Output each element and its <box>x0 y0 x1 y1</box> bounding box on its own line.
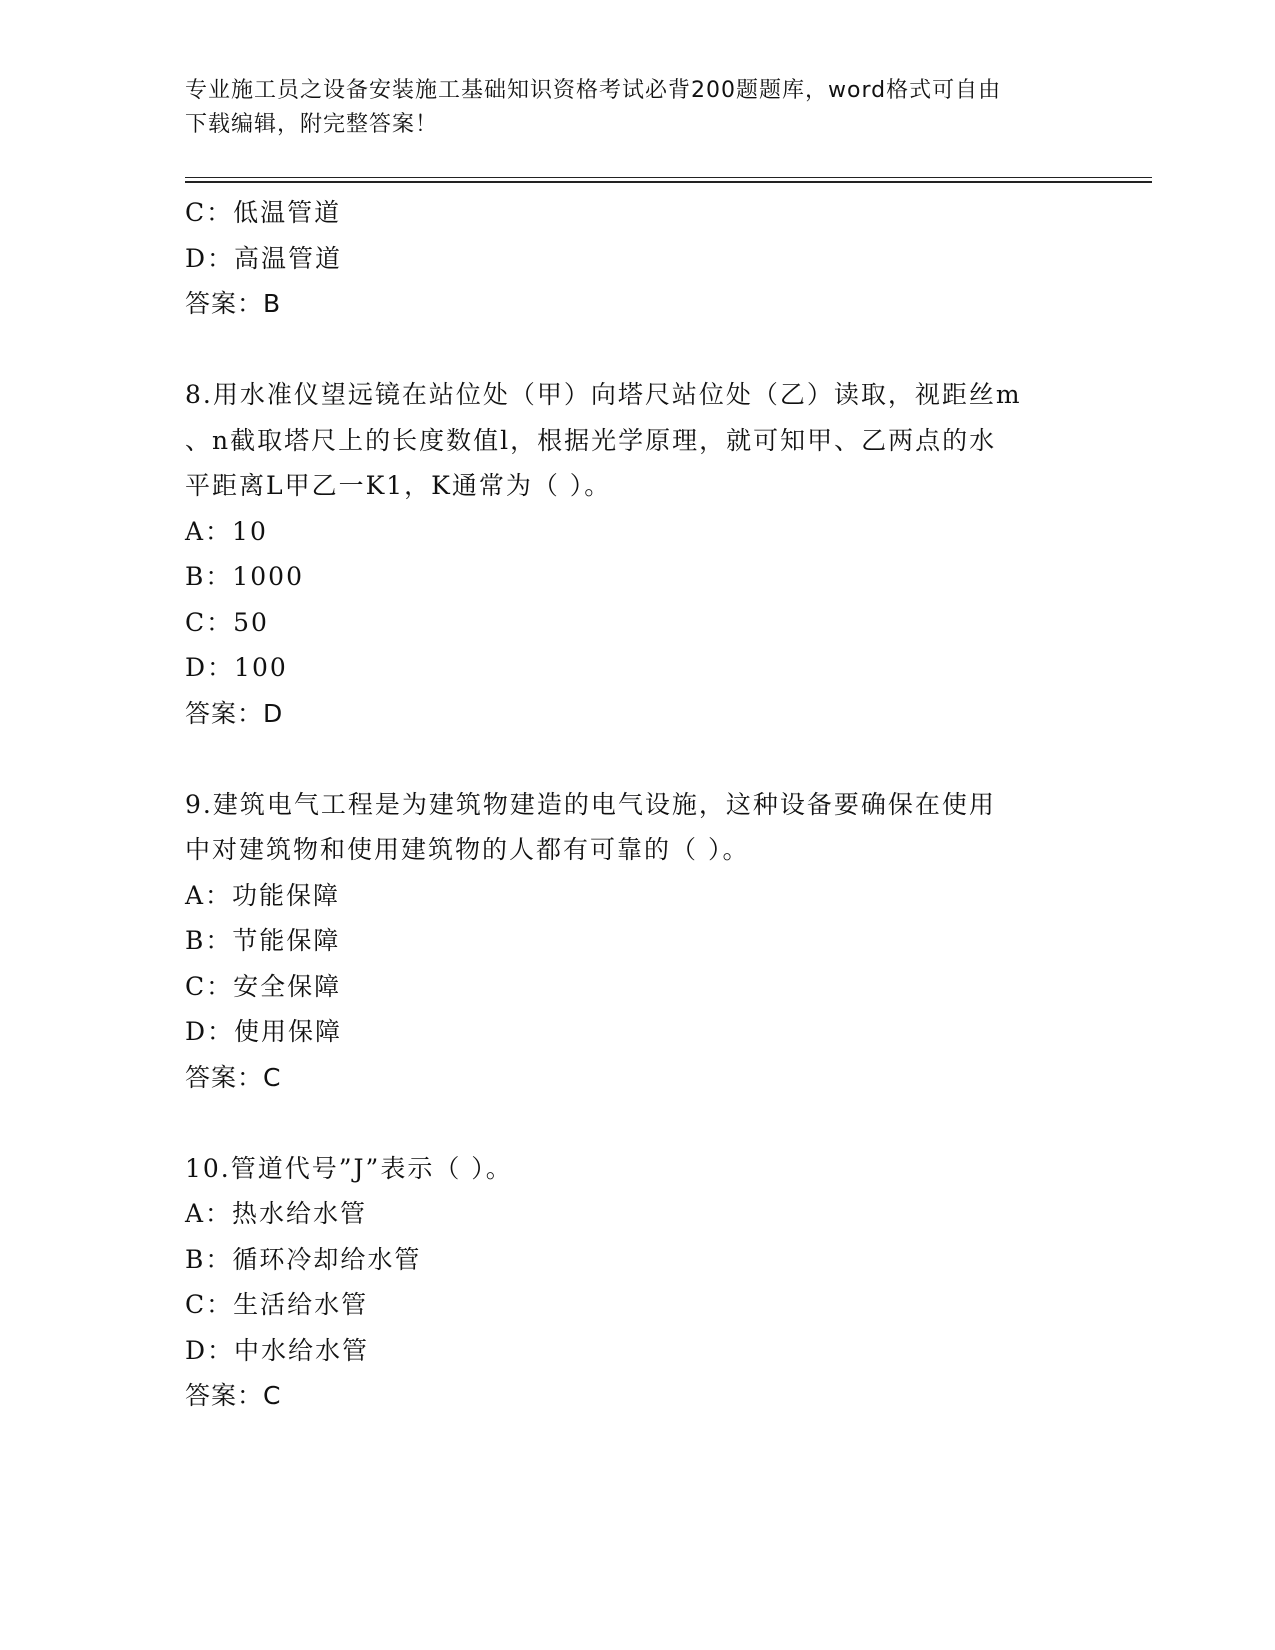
question-text-line: 9.建筑电气工程是为建筑物建造的电气设施，这种设备要确保在使用 <box>185 789 996 819</box>
question-10 <box>185 1146 1085 1419</box>
option-c: C：50 <box>185 607 269 637</box>
option-b: B：节能保障 <box>185 926 341 955</box>
spacer <box>185 1100 1085 1146</box>
page-header <box>185 74 1075 142</box>
header-divider-thin <box>185 177 1152 178</box>
header-line-2: 下载编辑，附完整答案！ <box>185 112 439 137</box>
option-c: C：生活给水管 <box>185 1290 369 1319</box>
question-list <box>185 190 1085 1419</box>
option-d: D：中水给水管 <box>185 1335 370 1365</box>
option-d: D：使用保障 <box>185 1017 343 1046</box>
question-9 <box>185 782 1085 1101</box>
option-b: B：1000 <box>185 562 304 591</box>
spacer <box>185 736 1085 782</box>
option-a: A：热水给水管 <box>185 1199 368 1228</box>
option-b: B：循环冷却给水管 <box>185 1244 422 1274</box>
question-text-line: 、n截取塔尺上的长度数值l，根据光学原理，就可知甲、乙两点的水 <box>185 425 997 455</box>
option-d: D：100 <box>185 653 288 682</box>
option-a: A：功能保障 <box>185 880 341 910</box>
option-c: C：安全保障 <box>185 971 342 1001</box>
option-d: D：高温管道 <box>185 243 343 273</box>
question-text-line: 8.用水准仪望远镜在站位处（甲）向塔尺站位处（乙）读取，视距丝m <box>185 380 1022 409</box>
question-8 <box>185 372 1085 736</box>
answer: 答案：C <box>185 1062 282 1092</box>
header-divider-thick <box>185 181 1152 183</box>
question-7-tail <box>185 190 1085 327</box>
answer: 答案：C <box>185 1381 282 1410</box>
option-c: C：低温管道 <box>185 198 342 227</box>
question-text-line: 10.管道代号”J”表示（ ）。 <box>185 1153 513 1183</box>
question-text-line: 中对建筑物和使用建筑物的人都有可靠的（ ）。 <box>185 835 750 864</box>
option-a: A：10 <box>185 516 268 546</box>
answer: 答案：B <box>185 289 282 318</box>
answer: 答案：D <box>185 698 284 728</box>
question-text-line: 平距离L甲乙一K1，K通常为（ ）。 <box>185 471 612 500</box>
header-line-1: 专业施工员之设备安装施工基础知识资格考试必背200题题库，word格式可自由 <box>185 78 1002 103</box>
spacer <box>185 327 1085 373</box>
